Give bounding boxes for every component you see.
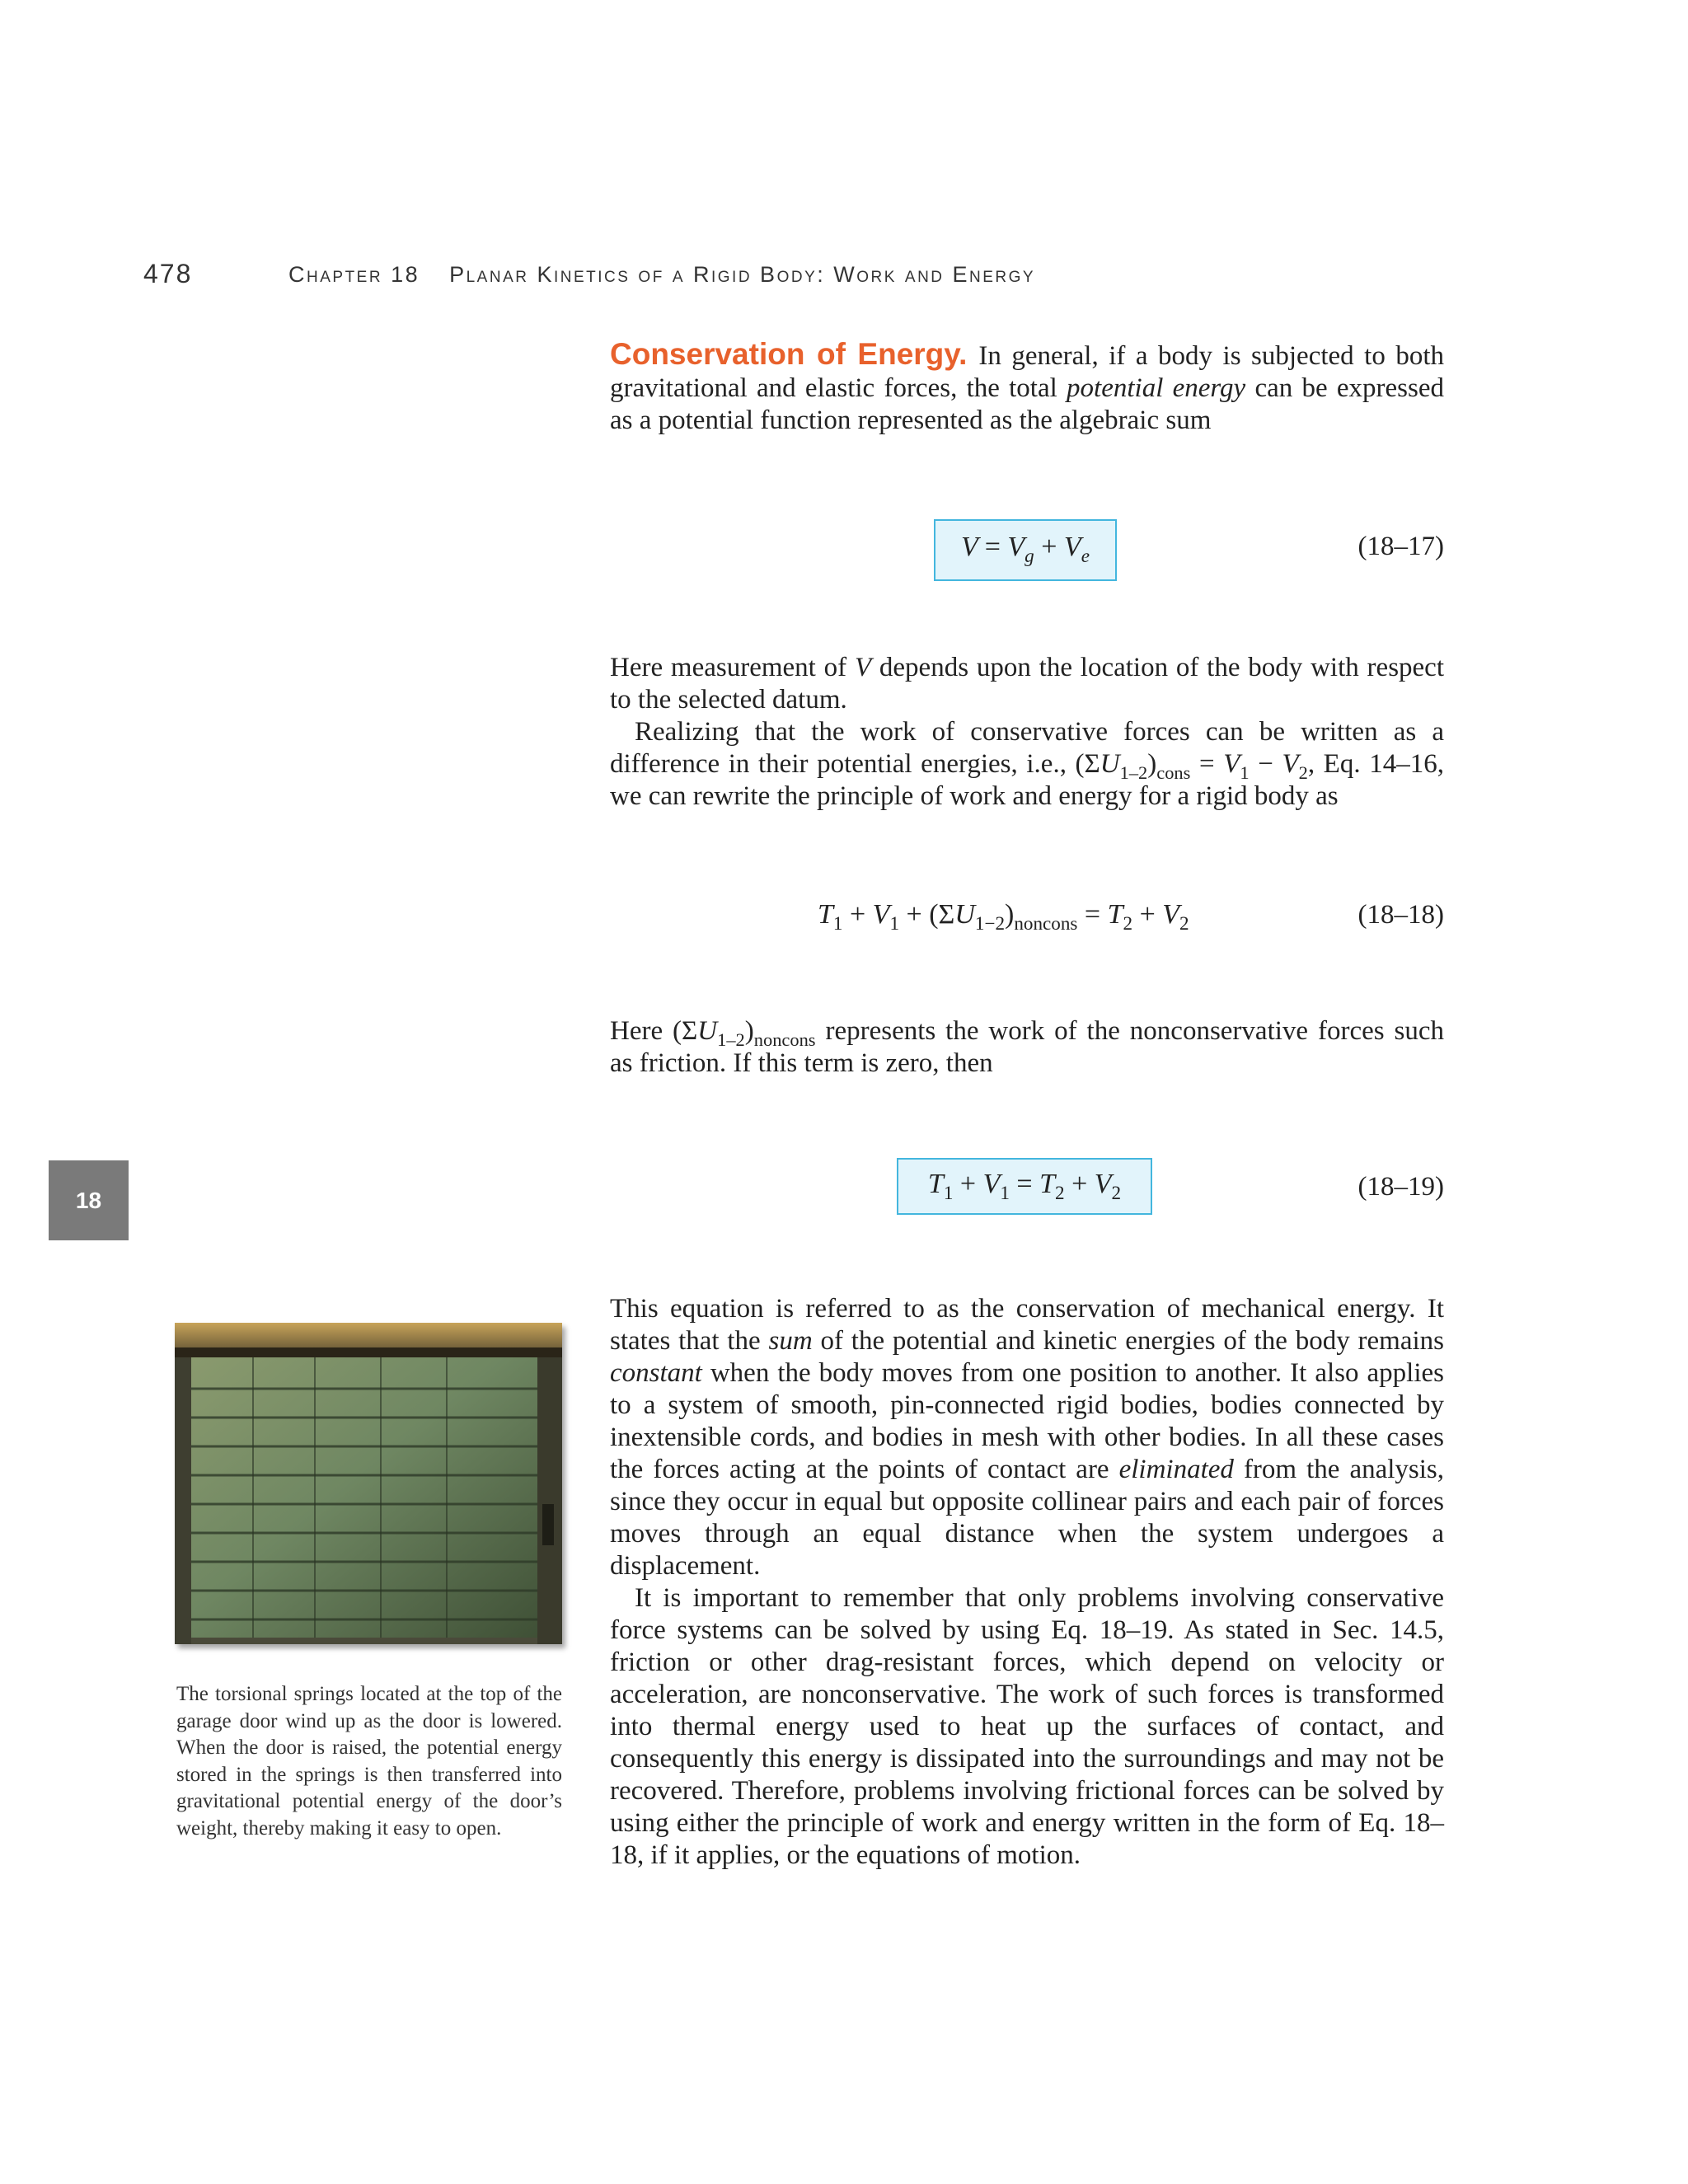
- intro-paragraph: [610, 338, 1444, 437]
- para5-text-c: when the body moves from one position to another. It also applies to a system of smooth, pin-connected rigid bodies, bodies connected by inextensible cords, and bodies in mesh with other bodies. In all these cases the forces acting at the points of contact are: [610, 1358, 1444, 1484]
- para2-text-end: depends upon the location of the body with respect to the selected datum.: [610, 653, 1444, 715]
- para5-text-a: This equation is referred to as the conservation of mechanical energy. It states that the: [610, 1294, 1444, 1356]
- equation-18-17: $V = V_g + V_e$: [934, 519, 1117, 581]
- garage-door-photo: [175, 1323, 562, 1644]
- equation-18-19: $T_1 + V_1 = T_2 + V_2$: [897, 1158, 1152, 1215]
- para6-text: It is important to remember that only problems involving conservative force systems can be solved by using Eq. 18–19. As stated in Sec. 14.5, friction or other drag-resistant forces, which depend on velocity or acceleration, are nonconservative. The work of such forces is transformed into thermal energy used to heat up the surfaces of contact, and consequently this energy is dissipated into the surroundings and may not be recovered. Therefore, problems involving frictional forces can be solved by using either the principle of work and energy written in the form of Eq. 18–18, if it applies, or the equations of motion.: [610, 1583, 1444, 1870]
- para3-text-end: , Eq. 14–16, we can rewrite the principle of work and energy for a rigid body as: [610, 749, 1444, 811]
- para4-text-end: represents the work of the nonconservative forces such as friction. If this term is zero, then: [610, 1016, 1444, 1078]
- chapter-label: Chapter 18: [288, 262, 420, 287]
- para5-emphasis-constant: constant: [610, 1358, 702, 1388]
- chapter-tab: 18: [49, 1160, 129, 1240]
- noncons-paragraph: Here $(\Sigma U_{1-2})_{noncons}$ represents the work of the nonconservative forces such as friction. If this term is zero, then: [610, 1016, 1444, 1078]
- para4-text: Here: [610, 1016, 673, 1046]
- page-number: 478: [143, 259, 193, 288]
- para5-text-d: from the analysis, since they occur in equal but opposite collinear pairs and each pair of forces moves through an equal distance when the system undergoes a displacement.: [610, 1455, 1445, 1581]
- equation-number-18-18: (18–18): [1357, 900, 1444, 930]
- para5-text-b: of the potential and kinetic energies of the body remains: [812, 1326, 1444, 1356]
- para5-emphasis-sum: sum: [768, 1326, 813, 1356]
- equation-18-18: $T_1 + V_1 + (\Sigma U_{1-2})_{noncons} = T_2 + V_2$: [818, 899, 1189, 935]
- intro-emphasis: potential energy: [1067, 373, 1246, 403]
- para5-emphasis-eliminated: eliminated: [1118, 1455, 1234, 1484]
- section-heading: Conservation of Energy.: [610, 337, 968, 371]
- conservation-paragraphs: [610, 1293, 1444, 1872]
- photo-caption: The torsional springs located at the top of the garage door wind up as the door is lowered. When the door is raised, the potential energy stored in the springs is then transferred into gravitational potential energy of the door’s weight, thereby making it easy to open.: [176, 1683, 562, 1840]
- intro-text: In general, if a body is subjected to both gravitational and elastic forces, the total: [610, 341, 1444, 403]
- para2-text: Here measurement of: [610, 653, 855, 682]
- equation-number-18-17: (18–17): [1357, 532, 1444, 561]
- datum-paragraph: Here measurement of V depends upon the location of the body with respect to the selected datum. Realizing that the work of conservative forces can be written as a difference in their potential energies, i.e., $(\Sigma U_{1-2})_{cons} = V_1 - V_2$, Eq. 14–16, we can rewrite the principle of work and energy for a rigid body as: [610, 653, 1444, 811]
- intro-text-end: can be expressed as a potential function represented as the algebraic sum: [610, 373, 1444, 435]
- equation-number-18-19: (18–19): [1357, 1172, 1444, 1202]
- para3-text: Realizing that the work of conservative forces can be written as a difference in their potential energies, i.e.,: [610, 717, 1444, 779]
- chapter-title: Planar Kinetics of a Rigid Body: Work and Energy: [449, 262, 1036, 287]
- running-header: [288, 262, 1035, 288]
